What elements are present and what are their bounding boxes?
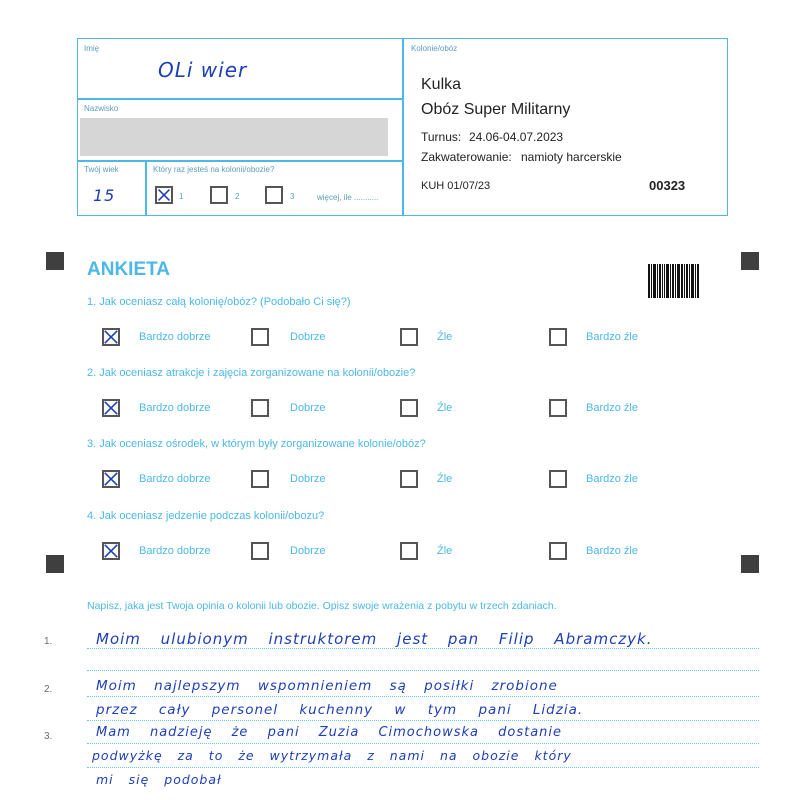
question-2-checkbox-3[interactable] <box>400 399 418 417</box>
handwriting-line-5[interactable]: podwyżkę za to że wytrzymała z nami na obozie który <box>92 748 572 763</box>
turnus-label: Turnus: <box>421 130 462 144</box>
question-1-checkbox-1[interactable] <box>102 328 120 346</box>
question-4-option-label: Bardzo dobrze <box>139 545 211 557</box>
question-3-option-label: Źle <box>437 473 453 485</box>
wiek-label: Twój wiek <box>84 165 119 174</box>
question-2-checkbox-1[interactable] <box>102 399 120 417</box>
question-4-option-label: Bardzo źle <box>586 545 638 557</box>
question-2-option-label: Źle <box>437 402 453 414</box>
line-number-2: 2. <box>44 684 53 695</box>
question-1-checkbox-3[interactable] <box>400 328 418 346</box>
header-divider-age <box>145 160 147 216</box>
camp-type: Obóz Super Militarny <box>421 101 571 118</box>
question-4-option-label: Źle <box>437 545 453 557</box>
question-2-option-label: Bardzo źle <box>586 402 638 414</box>
question-1-checkbox-2[interactable] <box>251 328 269 346</box>
turnus-value: 24.06-04.07.2023 <box>469 130 564 144</box>
question-3-checkbox-1[interactable] <box>102 470 120 488</box>
question-3-option-label: Bardzo źle <box>586 473 638 485</box>
question-4-option-label: Dobrze <box>290 545 326 557</box>
question-1-option-label: Dobrze <box>290 331 326 343</box>
imie-label: Imię <box>84 44 100 53</box>
barcode <box>648 264 702 298</box>
question-3-option-label: Dobrze <box>290 473 326 485</box>
handwriting-line-3[interactable]: przez cały personel kuchenny w tym pani Lidzia. <box>96 702 584 718</box>
ktory-raz-checkbox-2[interactable] <box>210 186 228 204</box>
registration-mark-top-left <box>46 252 64 270</box>
question-3-checkbox-2[interactable] <box>251 470 269 488</box>
registration-mark-bottom-left <box>46 555 64 573</box>
question-3-option-label: Bardzo dobrze <box>139 473 211 485</box>
answer-line <box>87 743 759 744</box>
ktory-raz-option-2: 2 <box>235 192 240 201</box>
nazwisko-label: Nazwisko <box>84 104 119 113</box>
handwriting-line-6[interactable]: mi się podobał <box>96 772 222 787</box>
wiek-value[interactable]: 15 <box>93 186 116 205</box>
header-divider-h1 <box>77 98 403 100</box>
question-4-checkbox-3[interactable] <box>400 542 418 560</box>
question-1-option-label: Bardzo dobrze <box>139 331 211 343</box>
question-3-checkbox-4[interactable] <box>549 470 567 488</box>
question-4-checkbox-4[interactable] <box>549 542 567 560</box>
survey-title: ANKIETA <box>87 259 171 280</box>
line-number-1: 1. <box>44 636 53 647</box>
check-x-icon <box>104 544 118 558</box>
check-x-icon <box>104 401 118 415</box>
imie-value[interactable]: OLi wier <box>158 58 248 82</box>
question-2-checkbox-4[interactable] <box>549 399 567 417</box>
camp-name: Kulka <box>421 76 462 93</box>
ktory-raz-label: Który raz jesteś na kolonii/obozie? <box>153 165 275 174</box>
question-3-text: 3. Jak oceniasz ośrodek, w którym były zorganizowane kolonie/obóz? <box>87 438 426 450</box>
zakwaterowanie-value: namioty harcerskie <box>521 150 622 164</box>
ktory-raz-option-3: 3 <box>290 192 295 201</box>
form-number: 00323 <box>649 178 686 193</box>
question-1-text: 1. Jak oceniasz całą kolonię/obóz? (Podobało Ci się?) <box>87 296 351 308</box>
ktory-raz-checkbox-1[interactable] <box>155 186 173 204</box>
question-2-text: 2. Jak oceniasz atrakcje i zajęcia zorganizowane na kolonii/obozie? <box>87 367 416 379</box>
zakwaterowanie-label: Zakwaterowanie: <box>421 150 512 164</box>
question-4-checkbox-1[interactable] <box>102 542 120 560</box>
answer-line <box>87 767 759 768</box>
answer-line <box>87 720 759 721</box>
question-2-option-label: Bardzo dobrze <box>139 402 211 414</box>
question-4-checkbox-2[interactable] <box>251 542 269 560</box>
question-1-option-label: Źle <box>437 331 453 343</box>
wiecej-label: więcej, ile ........... <box>317 193 379 202</box>
question-2-option-label: Dobrze <box>290 402 326 414</box>
answer-line <box>87 670 759 671</box>
registration-mark-bottom-right <box>741 555 759 573</box>
question-4-text: 4. Jak oceniasz jedzenie podczas kolonii/obozu? <box>87 510 325 522</box>
question-1-option-label: Bardzo źle <box>586 331 638 343</box>
question-3-checkbox-3[interactable] <box>400 470 418 488</box>
registration-mark-top-right <box>741 252 759 270</box>
form-code: KUH 01/07/23 <box>421 180 491 192</box>
check-x-icon <box>157 188 171 202</box>
handwriting-line-4[interactable]: Mam nadzieję że pani Zuzia Cimochowska dostanie <box>96 725 563 740</box>
header-divider-h2 <box>77 160 403 162</box>
opinion-prompt: Napisz, jaka jest Twoja opinia o kolonii lub obozie. Opisz swoje wrażenia z pobytu w trzech zdaniach. <box>87 600 557 612</box>
question-1-checkbox-4[interactable] <box>549 328 567 346</box>
handwriting-line-2[interactable]: Moim najlepszym wspomnieniem są posiłki zrobione <box>96 678 558 694</box>
check-x-icon <box>104 330 118 344</box>
question-2-checkbox-2[interactable] <box>251 399 269 417</box>
ktory-raz-option-1: 1 <box>179 192 184 201</box>
nazwisko-redacted <box>80 118 388 156</box>
ktory-raz-checkbox-3[interactable] <box>265 186 283 204</box>
answer-line <box>87 696 759 697</box>
answer-line <box>87 648 759 649</box>
handwriting-line-1[interactable]: Moim ulubionym instruktorem jest pan Filip Abramczyk. <box>96 630 653 648</box>
header-divider-vertical <box>402 38 404 216</box>
check-x-icon <box>104 472 118 486</box>
line-number-3: 3. <box>44 731 53 742</box>
kolonie-label: Kolonie/obóz <box>411 44 458 53</box>
